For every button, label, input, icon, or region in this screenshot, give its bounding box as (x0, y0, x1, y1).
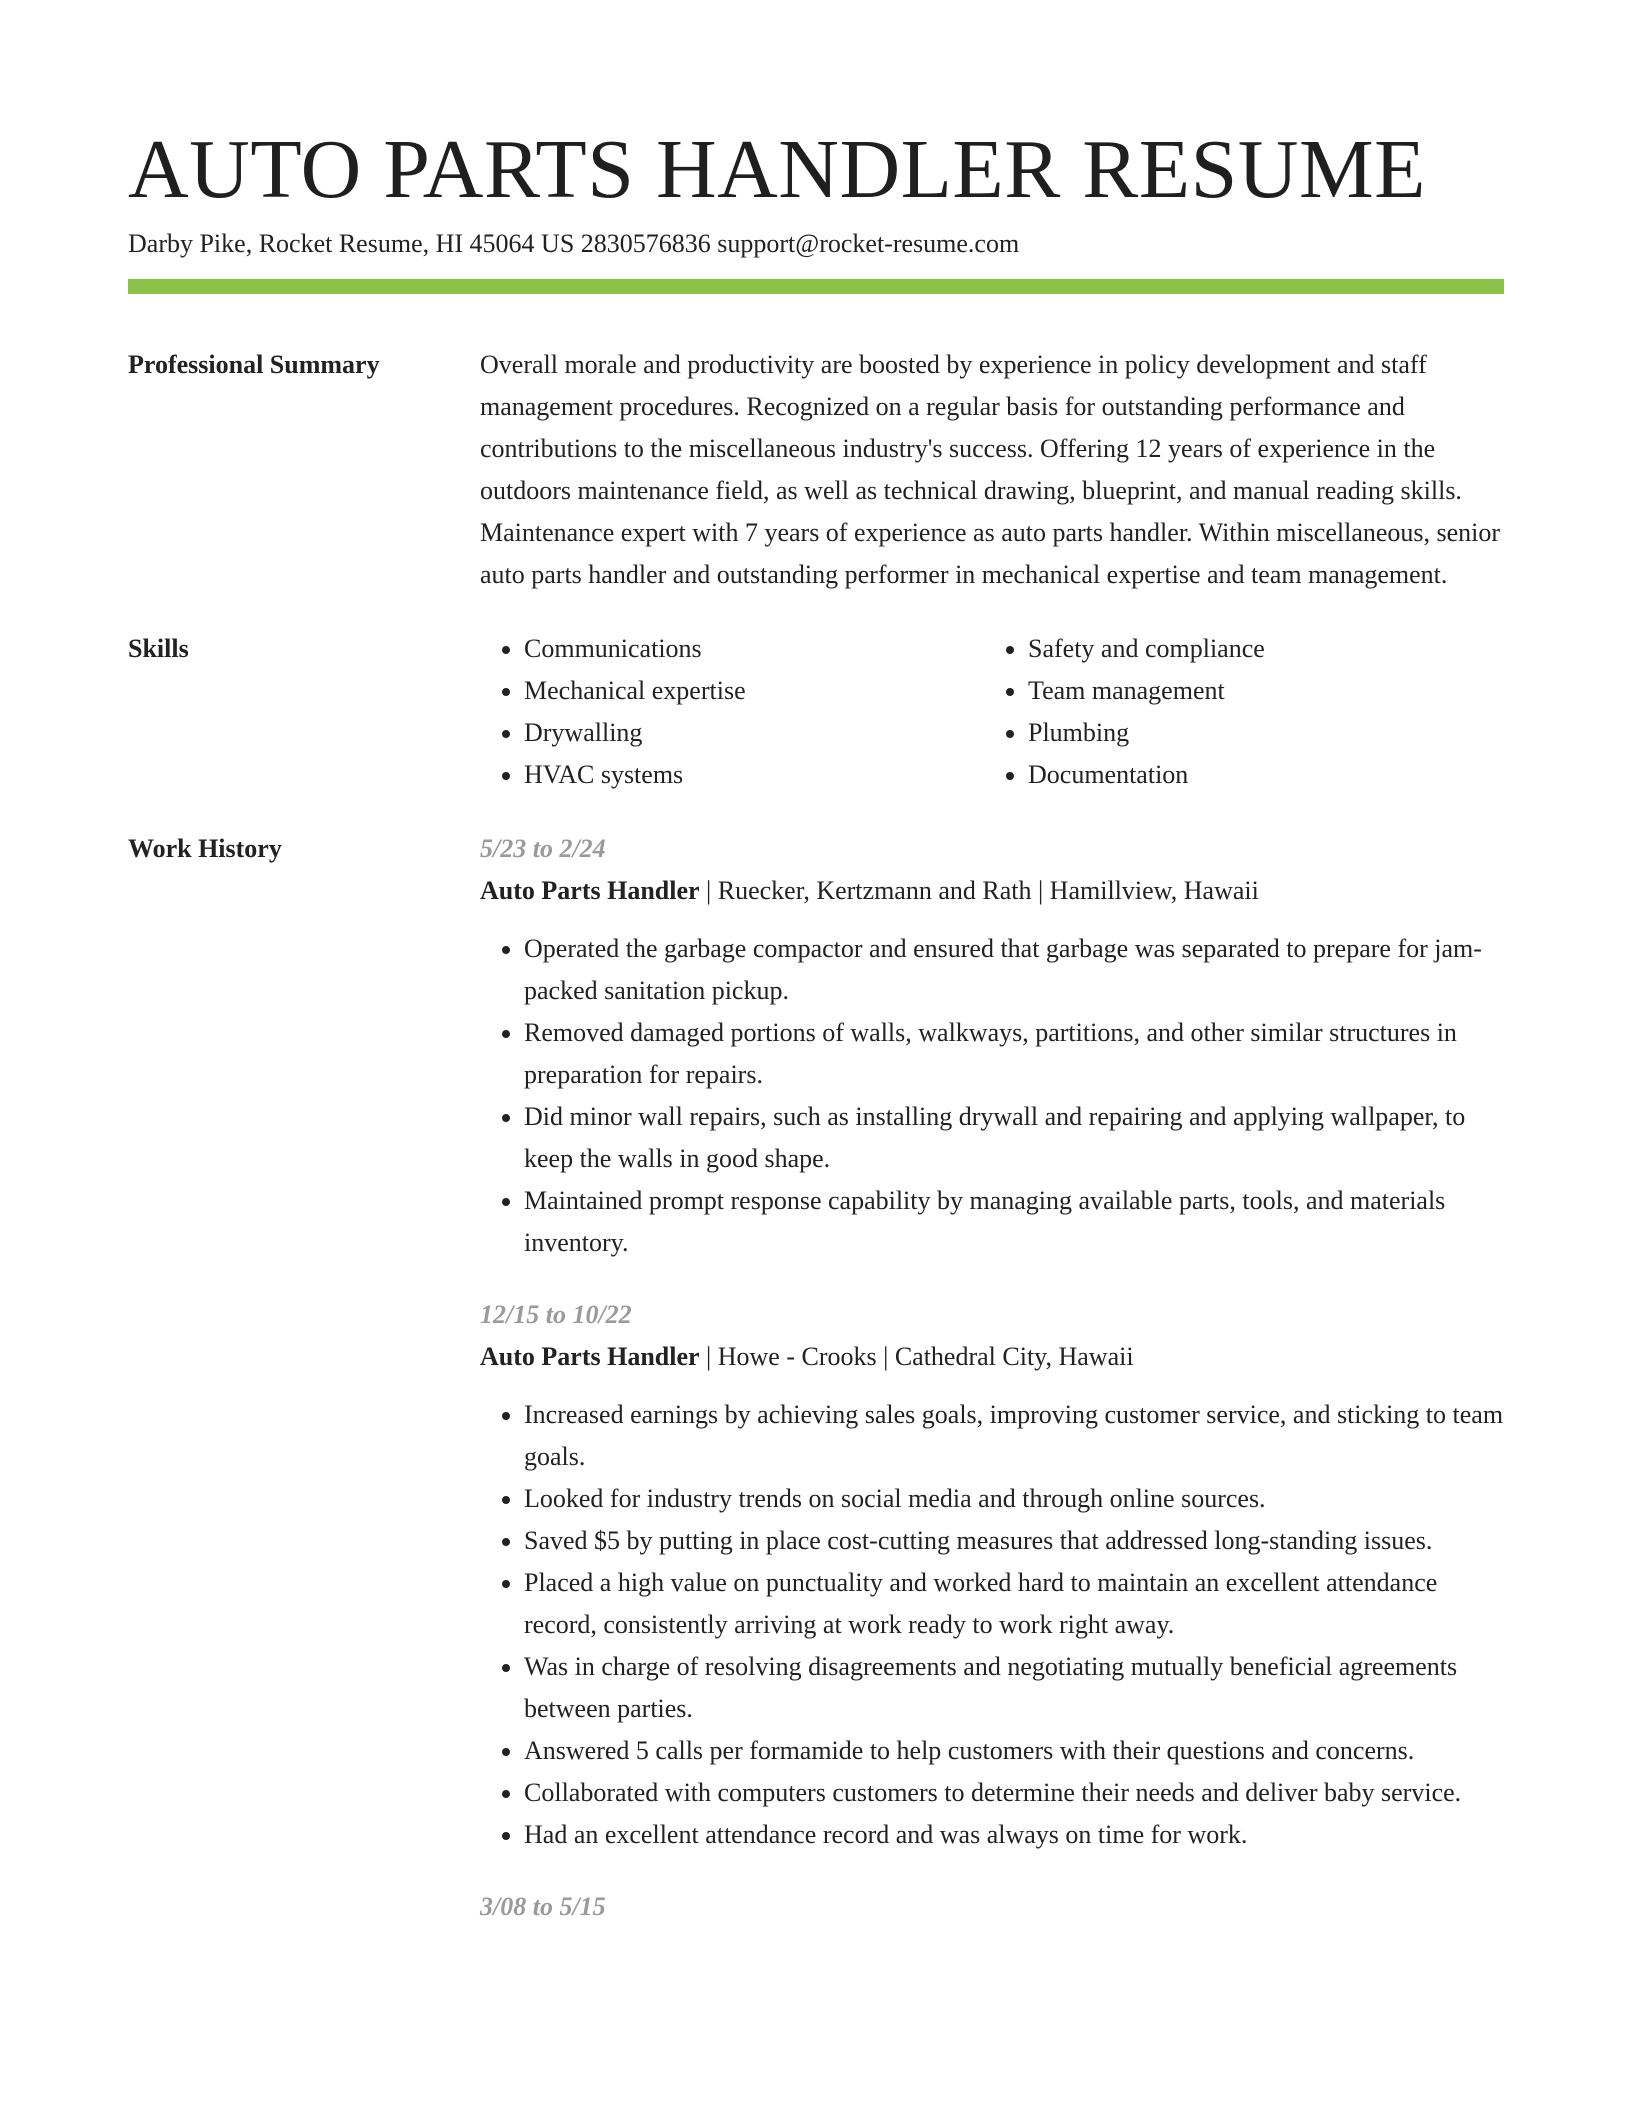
job-bullets (480, 928, 1504, 1264)
skill-item: • HVAC systems (524, 754, 984, 796)
summary-heading: Professional Summary (128, 350, 380, 379)
skill-item: • Plumbing (1028, 712, 1488, 754)
job-heading-line (480, 1336, 1504, 1378)
job-title: Auto Parts Handler (480, 876, 700, 905)
skills-section (128, 628, 1504, 796)
resume-page (128, 122, 1504, 1928)
job-dates: 12/15 to 10/22 (480, 1300, 632, 1329)
job-bullet: • Operated the garbage compactor and ensured that garbage was separated to prepare for jam-packed sanitation pickup. (524, 928, 1504, 1012)
job-bullets (480, 1394, 1504, 1856)
resume-title: AUTO PARTS HANDLER RESUME (128, 123, 1426, 216)
job-bullet: • Saved $5 by putting in place cost-cutting measures that addressed long-standing issues. (524, 1520, 1504, 1562)
job-bullet: • Increased earnings by achieving sales goals, improving customer service, and sticking to team goals. (524, 1394, 1504, 1478)
work-history-heading: Work History (128, 834, 282, 863)
skills-list-left (480, 628, 984, 796)
job-dates: 5/23 to 2/24 (480, 834, 606, 863)
skill-item: • Safety and compliance (1028, 628, 1488, 670)
job-entry (480, 1294, 1504, 1856)
job-bullet: • Was in charge of resolving disagreements and negotiating mutually beneficial agreements between parties. (524, 1646, 1504, 1730)
job-bullet: • Had an excellent attendance record and was always on time for work. (524, 1814, 1504, 1856)
job-dates: 3/08 to 5/15 (480, 1892, 606, 1921)
skill-item: • Drywalling (524, 712, 984, 754)
job-bullet: • Looked for industry trends on social media and through online sources. (524, 1478, 1504, 1520)
job-entry (480, 828, 1504, 1264)
job-bullet: • Answered 5 calls per formamide to help customers with their questions and concerns. (524, 1730, 1504, 1772)
skills-heading: Skills (128, 634, 189, 663)
summary-text: Overall morale and productivity are boosted by experience in policy development and staff management procedures. Recognized on a regular basis for outstanding performance and contributions to the miscellaneous industry's success. Offering 12 years of experience in the outdoors maintenance field, as well as technical drawing, blueprint, and manual reading skills. Maintenance expert with 7 years of experience as auto parts handler. Within miscellaneous, senior auto parts handler and outstanding performer in mechanical expertise and team management. (480, 350, 1501, 589)
work-history-section (128, 828, 1504, 1928)
skills-list-right (984, 628, 1488, 796)
job-bullet: • Collaborated with computers customers to determine their needs and deliver baby service. (524, 1772, 1504, 1814)
job-entry (480, 1886, 1504, 1928)
contact-line: Darby Pike, Rocket Resume, HI 45064 US 2830576836 support@rocket-resume.com (128, 229, 1020, 258)
skill-item: • Communications (524, 628, 984, 670)
job-heading-line (480, 870, 1504, 912)
job-bullet: • Did minor wall repairs, such as installing drywall and repairing and applying wallpaper, to keep the walls in good shape. (524, 1096, 1504, 1180)
job-bullet: • Removed damaged portions of walls, walkways, partitions, and other similar structures in preparation for repairs. (524, 1012, 1504, 1096)
summary-section (128, 344, 1504, 596)
job-bullet: • Maintained prompt response capability by managing available parts, tools, and materials inventory. (524, 1180, 1504, 1264)
job-bullet: • Placed a high value on punctuality and worked hard to maintain an excellent attendance record, consistently arriving at work ready to work right away. (524, 1562, 1504, 1646)
job-title: Auto Parts Handler (480, 1342, 700, 1371)
skill-item: • Team management (1028, 670, 1488, 712)
header-divider (128, 279, 1504, 294)
job-company-location: | Howe - Crooks | Cathedral City, Hawaii (699, 1342, 1134, 1371)
skill-item: • Documentation (1028, 754, 1488, 796)
skill-item: • Mechanical expertise (524, 670, 984, 712)
job-company-location: | Ruecker, Kertzmann and Rath | Hamillview, Hawaii (699, 876, 1259, 905)
